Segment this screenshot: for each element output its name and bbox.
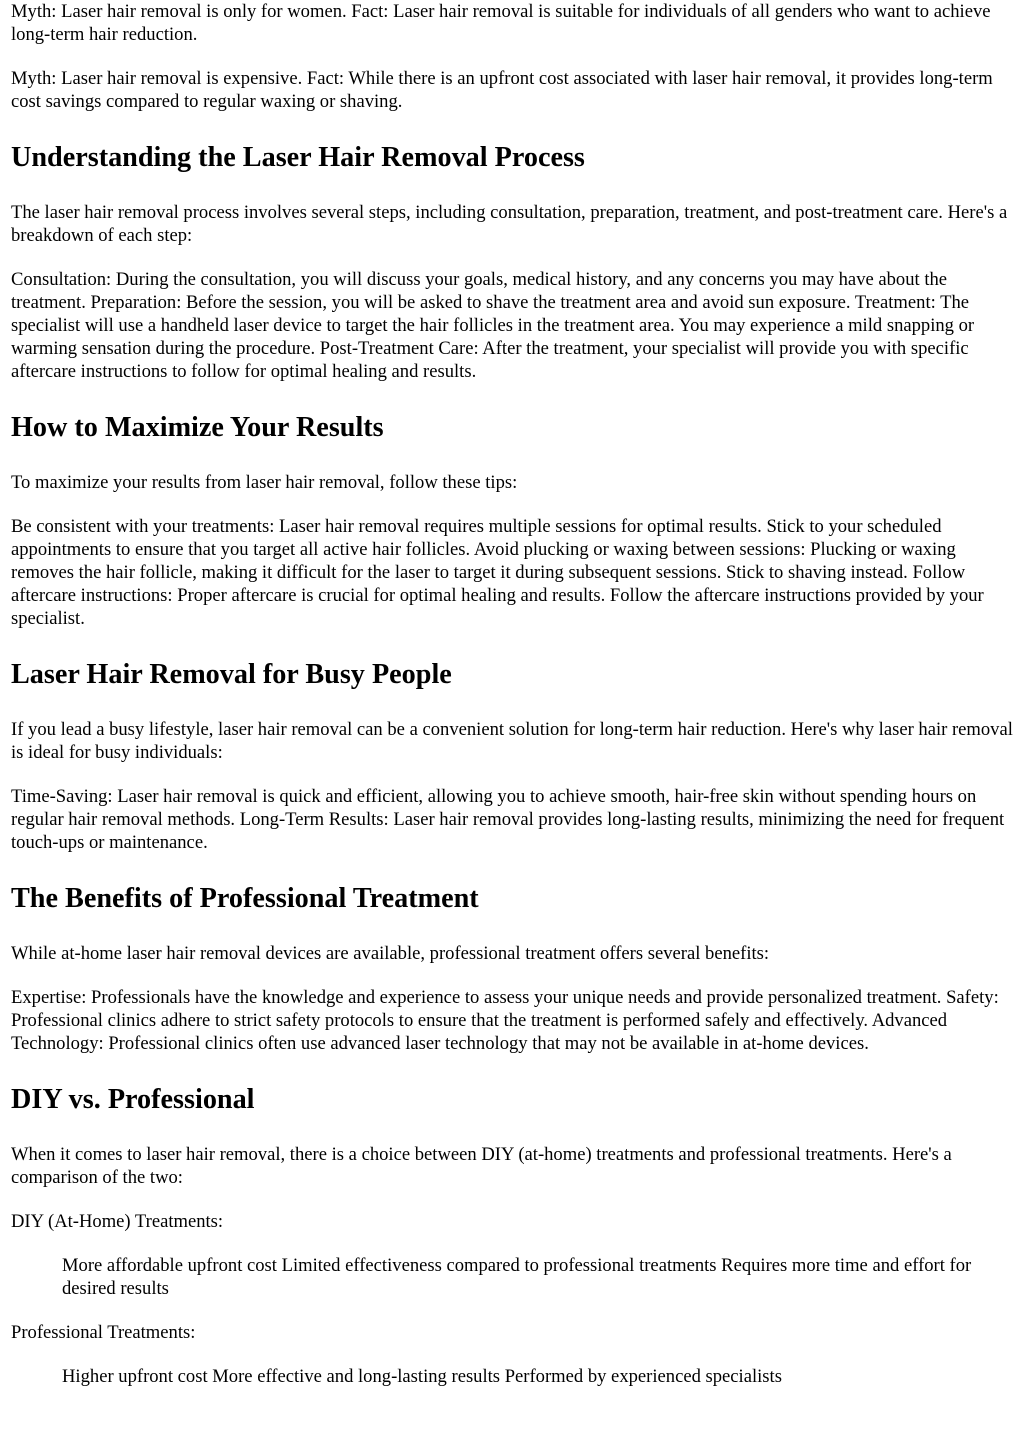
diy-label: DIY (At-Home) Treatments: <box>11 1211 224 1232</box>
section-intro: To maximize your results from laser hair removal, follow these tips: <box>11 472 518 493</box>
section-heading: The Benefits of Professional Treatment <box>11 883 479 914</box>
section-body: Time-Saving: Laser hair removal is quick and efficient, allowing you to achieve smooth, hair-free skin without spending hours on regular hair removal methods. Long-Term Results: Laser hair removal provides long-lasting results, minimizing the need for frequent touch-ups or maintenance. <box>11 786 1005 853</box>
section-intro: The laser hair removal process involves several steps, including consultation, preparation, treatment, and post-treatment care. Here's a breakdown of each step: <box>11 202 1008 246</box>
section-heading: How to Maximize Your Results <box>11 412 384 443</box>
myth-paragraph: Myth: Laser hair removal is only for women. Fact: Laser hair removal is suitable for individuals of all genders who want to achieve long-term hair reduction. <box>11 1 991 45</box>
section-body: Be consistent with your treatments: Laser hair removal requires multiple sessions for optimal results. Stick to your scheduled appointments to ensure that you target all active hair follicles. Avoid plucking or waxing between sessions: Plucking or waxing removes the hair follicle, making it difficult for the laser to target it during subsequent sessions. Stick to shaving instead. Follow aftercare instructions: Proper aftercare is crucial for optimal healing and results. Follow the aftercare instructions provided by your specialist. <box>11 516 984 629</box>
section-heading: Laser Hair Removal for Busy People <box>11 659 452 690</box>
pro-label: Professional Treatments: <box>11 1322 196 1343</box>
section-body: Consultation: During the consultation, you will discuss your goals, medical history, and any concerns you may have about the treatment. Preparation: Before the session, you will be asked to shave the treatment area and avoid sun exposure. Treatment: The specialist will use a handheld laser device to target the hair follicles in the treatment area. You may experience a mild snapping or warming sensation during the procedure. Post-Treatment Care: After the treatment, your specialist will provide you with specific aftercare instructions to follow for optimal healing and results. <box>11 269 975 382</box>
section-intro: If you lead a busy lifestyle, laser hair removal can be a convenient solution for long-term hair reduction. Here's why laser hair removal is ideal for busy individuals: <box>11 719 1013 763</box>
myth-paragraph: Myth: Laser hair removal is expensive. Fact: While there is an upfront cost associated with laser hair removal, it provides long-term cost savings compared to regular waxing or shaving. <box>11 68 993 112</box>
section-heading: DIY vs. Professional <box>11 1084 255 1115</box>
section-intro: While at-home laser hair removal devices are available, professional treatment offers several benefits: <box>11 943 770 964</box>
section-intro: When it comes to laser hair removal, there is a choice between DIY (at-home) treatments and professional treatments. Here's a comparison of the two: <box>11 1144 952 1188</box>
diy-quote: More affordable upfront cost Limited effectiveness compared to professional treatments Requires more time and effort for desired results <box>62 1255 972 1299</box>
section-body: Expertise: Professionals have the knowledge and experience to assess your unique needs and provide personalized treatment. Safety: Professional clinics adhere to strict safety protocols to ensure that the treatment is performed safely and effectively. Advanced Technology: Professional clinics often use advanced laser technology that may not be available in at-home devices. <box>11 987 999 1054</box>
pro-quote: Higher upfront cost More effective and long-lasting results Performed by experienced specialists <box>62 1366 782 1387</box>
section-heading: Understanding the Laser Hair Removal Process <box>11 142 585 173</box>
